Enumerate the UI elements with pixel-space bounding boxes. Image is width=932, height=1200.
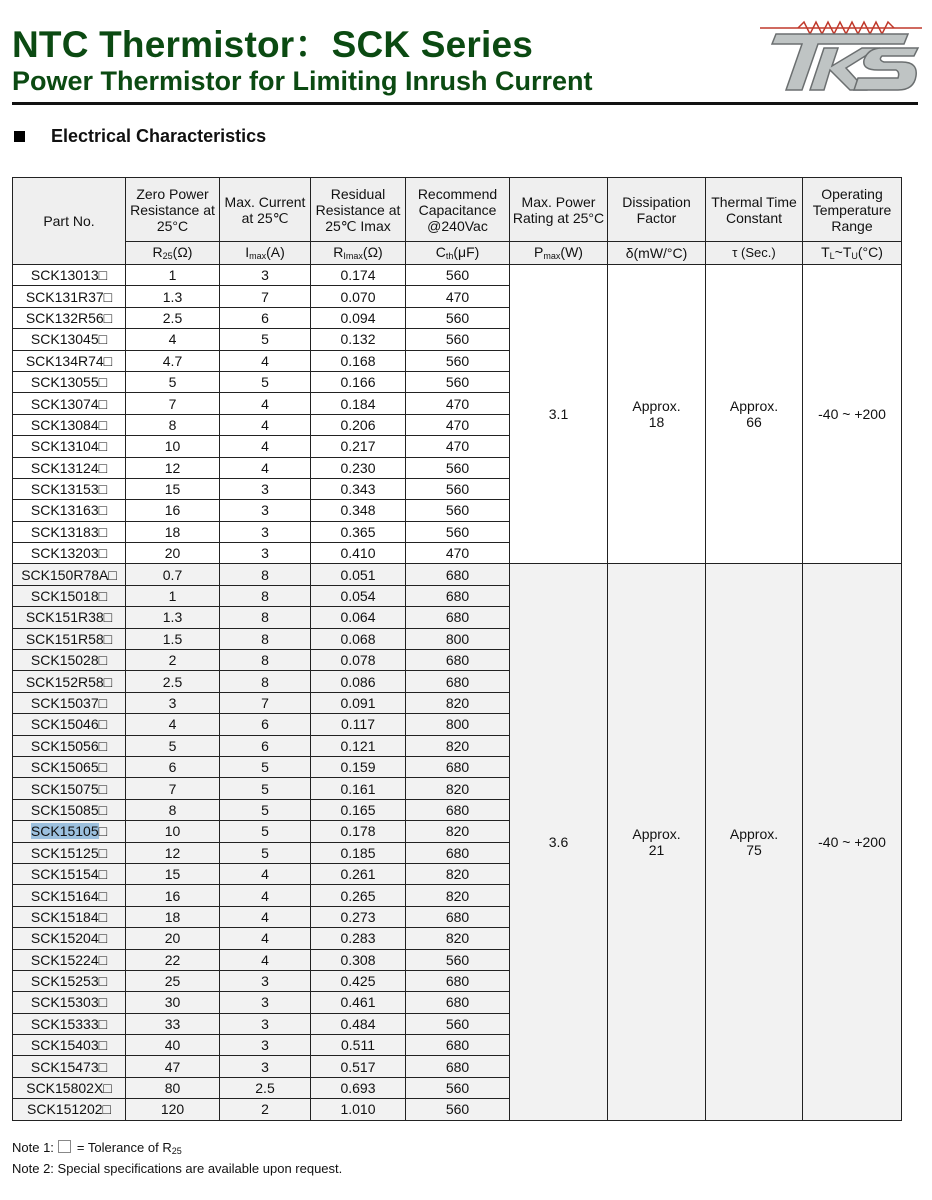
cell-part-no: SCK15403□ — [13, 1035, 126, 1056]
cell-cth: 470 — [406, 414, 510, 435]
cell-cth: 820 — [406, 928, 510, 949]
cell-part-no: SCK132R56□ — [13, 307, 126, 328]
cell-imax: 5 — [220, 371, 311, 392]
cell-cth: 560 — [406, 1013, 510, 1034]
cell-imax: 8 — [220, 650, 311, 671]
cell-part-no: SCK150R78A□ — [13, 564, 126, 585]
cell-part-no: SCK13055□ — [13, 371, 126, 392]
cell-rimax: 0.051 — [311, 564, 406, 585]
cell-part-no: SCK131R37□ — [13, 286, 126, 307]
cell-rimax: 0.693 — [311, 1077, 406, 1098]
header-max-current: Max. Current at 25℃ — [220, 178, 311, 242]
cell-imax: 4 — [220, 350, 311, 371]
cell-cth: 680 — [406, 1035, 510, 1056]
cell-dissipation-factor: Approx. 18 — [608, 265, 706, 564]
cell-cth: 560 — [406, 949, 510, 970]
cell-rimax: 0.265 — [311, 885, 406, 906]
cell-cth: 680 — [406, 970, 510, 991]
cell-imax: 3 — [220, 1056, 311, 1077]
unit-r25: R25(Ω) — [126, 242, 220, 265]
cell-imax: 4 — [220, 863, 311, 884]
header-divider — [12, 102, 918, 105]
cell-rimax: 0.217 — [311, 436, 406, 457]
cell-r25: 0.7 — [126, 564, 220, 585]
cell-part-no: SCK15065□ — [13, 756, 126, 777]
cell-rimax: 0.261 — [311, 863, 406, 884]
cell-imax: 3 — [220, 543, 311, 564]
page-subtitle: Power Thermistor for Limiting Inrush Current — [12, 66, 593, 96]
cell-r25: 18 — [126, 521, 220, 542]
cell-imax: 6 — [220, 735, 311, 756]
cell-imax: 3 — [220, 500, 311, 521]
cell-r25: 16 — [126, 885, 220, 906]
cell-rimax: 0.461 — [311, 992, 406, 1013]
cell-part-no: SCK15028□ — [13, 650, 126, 671]
unit-dissipation: δ(mW/°C) — [608, 242, 706, 265]
cell-imax: 2 — [220, 1099, 311, 1120]
cell-part-no: SCK15303□ — [13, 992, 126, 1013]
cell-cth: 680 — [406, 650, 510, 671]
cell-part-no: SCK15037□ — [13, 692, 126, 713]
cell-cth: 800 — [406, 628, 510, 649]
cell-rimax: 0.484 — [311, 1013, 406, 1034]
unit-imax: Imax(A) — [220, 242, 311, 265]
cell-part-no: SCK134R74□ — [13, 350, 126, 371]
cell-imax: 8 — [220, 607, 311, 628]
cell-rimax: 0.168 — [311, 350, 406, 371]
cell-part-no: SCK13084□ — [13, 414, 126, 435]
cell-rimax: 0.184 — [311, 393, 406, 414]
cell-rimax: 0.161 — [311, 778, 406, 799]
tks-logo-icon — [758, 14, 924, 96]
cell-r25: 1 — [126, 265, 220, 286]
cell-rimax: 0.410 — [311, 543, 406, 564]
cell-rimax: 0.283 — [311, 928, 406, 949]
header-recommend-capacitance: Recommend Capacitance @240Vac — [406, 178, 510, 242]
section-heading — [14, 126, 266, 147]
cell-r25: 22 — [126, 949, 220, 970]
cell-r25: 4.7 — [126, 350, 220, 371]
cell-cth: 680 — [406, 842, 510, 863]
cell-time-constant: Approx. 75 — [706, 564, 803, 1120]
cell-imax: 6 — [220, 307, 311, 328]
cell-r25: 2 — [126, 650, 220, 671]
cell-cth: 560 — [406, 500, 510, 521]
cell-cth: 470 — [406, 393, 510, 414]
cell-r25: 33 — [126, 1013, 220, 1034]
cell-imax: 8 — [220, 628, 311, 649]
note-1: Note 1: = Tolerance of R25 — [12, 1140, 182, 1156]
cell-rimax: 0.078 — [311, 650, 406, 671]
cell-cth: 560 — [406, 478, 510, 499]
cell-imax: 5 — [220, 821, 311, 842]
cell-cth: 680 — [406, 607, 510, 628]
header-residual-resistance: Residual Resistance at 25℃ Imax — [311, 178, 406, 242]
cell-imax: 3 — [220, 970, 311, 991]
cell-cth: 820 — [406, 863, 510, 884]
cell-part-no: SCK15184□ — [13, 906, 126, 927]
cell-part-no: SCK13104□ — [13, 436, 126, 457]
cell-part-no: SCK151R38□ — [13, 607, 126, 628]
cell-r25: 25 — [126, 970, 220, 991]
cell-r25: 7 — [126, 778, 220, 799]
cell-r25: 2.5 — [126, 307, 220, 328]
cell-cth: 680 — [406, 992, 510, 1013]
cell-rimax: 0.166 — [311, 371, 406, 392]
cell-part-no: SCK13163□ — [13, 500, 126, 521]
cell-cth: 820 — [406, 735, 510, 756]
cell-r25: 1.3 — [126, 607, 220, 628]
cell-rimax: 0.068 — [311, 628, 406, 649]
unit-tau: τ (Sec.) — [706, 242, 803, 265]
cell-cth: 680 — [406, 585, 510, 606]
header-part-no: Part No. — [13, 178, 126, 265]
cell-cth: 820 — [406, 821, 510, 842]
cell-rimax: 0.132 — [311, 329, 406, 350]
cell-imax: 5 — [220, 756, 311, 777]
cell-rimax: 0.064 — [311, 607, 406, 628]
cell-part-no: SCK152R58□ — [13, 671, 126, 692]
cell-part-no: SCK13013□ — [13, 265, 126, 286]
cell-imax: 4 — [220, 393, 311, 414]
cell-rimax: 0.165 — [311, 799, 406, 820]
cell-part-no: SCK15046□ — [13, 714, 126, 735]
header-max-power-rating: Max. Power Rating at 25°C — [510, 178, 608, 242]
cell-rimax: 0.174 — [311, 265, 406, 286]
cell-imax: 3 — [220, 1035, 311, 1056]
cell-imax: 8 — [220, 585, 311, 606]
cell-r25: 20 — [126, 543, 220, 564]
cell-part-no: SCK15164□ — [13, 885, 126, 906]
cell-cth: 560 — [406, 1077, 510, 1098]
cell-part-no: SCK13124□ — [13, 457, 126, 478]
cell-r25: 15 — [126, 863, 220, 884]
cell-imax: 5 — [220, 799, 311, 820]
cell-part-no — [13, 821, 126, 842]
cell-imax: 5 — [220, 842, 311, 863]
cell-cth: 680 — [406, 756, 510, 777]
cell-r25: 7 — [126, 393, 220, 414]
cell-r25: 12 — [126, 457, 220, 478]
cell-cth: 680 — [406, 799, 510, 820]
cell-part-no: SCK13183□ — [13, 521, 126, 542]
cell-imax: 3 — [220, 265, 311, 286]
cell-cth: 680 — [406, 906, 510, 927]
cell-r25: 8 — [126, 799, 220, 820]
electrical-characteristics-table — [12, 177, 902, 1121]
cell-part-no: SCK15204□ — [13, 928, 126, 949]
cell-imax: 4 — [220, 885, 311, 906]
cell-r25: 120 — [126, 1099, 220, 1120]
cell-r25: 10 — [126, 821, 220, 842]
square-bullet-icon — [14, 131, 25, 142]
cell-part-no: SCK15075□ — [13, 778, 126, 799]
cell-rimax: 0.086 — [311, 671, 406, 692]
cell-rimax: 0.273 — [311, 906, 406, 927]
cell-part-no: SCK15224□ — [13, 949, 126, 970]
cell-imax: 4 — [220, 906, 311, 927]
cell-imax: 7 — [220, 286, 311, 307]
cell-r25: 30 — [126, 992, 220, 1013]
cell-imax: 4 — [220, 949, 311, 970]
cell-part-no: SCK15085□ — [13, 799, 126, 820]
cell-cth: 560 — [406, 371, 510, 392]
table-row — [13, 564, 902, 585]
cell-rimax: 0.511 — [311, 1035, 406, 1056]
cell-imax: 3 — [220, 992, 311, 1013]
cell-rimax: 0.094 — [311, 307, 406, 328]
cell-cth: 470 — [406, 286, 510, 307]
cell-r25: 5 — [126, 735, 220, 756]
notes — [12, 1138, 342, 1178]
cell-rimax: 0.054 — [311, 585, 406, 606]
cell-rimax: 1.010 — [311, 1099, 406, 1120]
cell-max-power: 3.1 — [510, 265, 608, 564]
cell-part-no: SCK15473□ — [13, 1056, 126, 1077]
cell-dissipation-factor: Approx. 21 — [608, 564, 706, 1120]
cell-cth: 470 — [406, 436, 510, 457]
cell-cth: 800 — [406, 714, 510, 735]
cell-imax: 8 — [220, 671, 311, 692]
cell-cth: 560 — [406, 350, 510, 371]
cell-r25: 20 — [126, 928, 220, 949]
cell-time-constant: Approx. 66 — [706, 265, 803, 564]
cell-rimax: 0.343 — [311, 478, 406, 499]
cell-cth: 560 — [406, 457, 510, 478]
cell-imax: 3 — [220, 521, 311, 542]
cell-r25: 6 — [126, 756, 220, 777]
cell-imax: 5 — [220, 329, 311, 350]
cell-r25: 10 — [126, 436, 220, 457]
cell-imax: 2.5 — [220, 1077, 311, 1098]
cell-part-no: SCK15056□ — [13, 735, 126, 756]
cell-imax: 4 — [220, 414, 311, 435]
cell-r25: 4 — [126, 329, 220, 350]
cell-imax: 3 — [220, 1013, 311, 1034]
header-dissipation-factor: Dissipation Factor — [608, 178, 706, 242]
cell-part-no: SCK13153□ — [13, 478, 126, 499]
cell-rimax: 0.091 — [311, 692, 406, 713]
cell-r25: 80 — [126, 1077, 220, 1098]
cell-rimax: 0.159 — [311, 756, 406, 777]
cell-part-no: SCK15125□ — [13, 842, 126, 863]
cell-r25: 1 — [126, 585, 220, 606]
cell-r25: 47 — [126, 1056, 220, 1077]
cell-cth: 560 — [406, 329, 510, 350]
cell-cth: 680 — [406, 671, 510, 692]
cell-r25: 18 — [126, 906, 220, 927]
cell-imax: 3 — [220, 478, 311, 499]
header-thermal-time-constant: Thermal Time Constant — [706, 178, 803, 242]
cell-r25: 3 — [126, 692, 220, 713]
cell-rimax: 0.178 — [311, 821, 406, 842]
unit-rimax: RImax(Ω) — [311, 242, 406, 265]
cell-imax: 8 — [220, 564, 311, 585]
cell-r25: 16 — [126, 500, 220, 521]
cell-rimax: 0.348 — [311, 500, 406, 521]
cell-temp-range: -40 ~ +200 — [803, 564, 902, 1120]
cell-r25: 40 — [126, 1035, 220, 1056]
cell-cth: 820 — [406, 692, 510, 713]
tolerance-box-icon: □ — [98, 823, 108, 840]
cell-rimax: 0.308 — [311, 949, 406, 970]
cell-rimax: 0.230 — [311, 457, 406, 478]
unit-temp-range: TL~TU(°C) — [803, 242, 902, 265]
header-zero-power-resistance: Zero Power Resistance at 25°C — [126, 178, 220, 242]
cell-imax: 7 — [220, 692, 311, 713]
selected-text[interactable]: SCK15105 — [30, 823, 99, 840]
cell-rimax: 0.206 — [311, 414, 406, 435]
page-title: NTC Thermistor：SCK Series — [12, 24, 534, 65]
cell-cth: 680 — [406, 1056, 510, 1077]
cell-cth: 820 — [406, 885, 510, 906]
cell-r25: 2.5 — [126, 671, 220, 692]
cell-r25: 4 — [126, 714, 220, 735]
cell-part-no: SCK15333□ — [13, 1013, 126, 1034]
cell-part-no: SCK15018□ — [13, 585, 126, 606]
cell-temp-range: -40 ~ +200 — [803, 265, 902, 564]
cell-part-no: SCK151202□ — [13, 1099, 126, 1120]
cell-part-no: SCK15802X□ — [13, 1077, 126, 1098]
cell-r25: 15 — [126, 478, 220, 499]
cell-r25: 1.3 — [126, 286, 220, 307]
cell-r25: 8 — [126, 414, 220, 435]
cell-part-no: SCK15253□ — [13, 970, 126, 991]
table-row — [13, 265, 902, 286]
cell-part-no: SCK151R58□ — [13, 628, 126, 649]
cell-rimax: 0.185 — [311, 842, 406, 863]
tolerance-box-icon — [58, 1140, 71, 1153]
cell-cth: 560 — [406, 521, 510, 542]
cell-r25: 5 — [126, 371, 220, 392]
cell-imax: 4 — [220, 436, 311, 457]
cell-rimax: 0.121 — [311, 735, 406, 756]
cell-cth: 470 — [406, 543, 510, 564]
cell-imax: 4 — [220, 457, 311, 478]
cell-rimax: 0.070 — [311, 286, 406, 307]
cell-rimax: 0.517 — [311, 1056, 406, 1077]
cell-part-no: SCK13074□ — [13, 393, 126, 414]
cell-part-no: SCK13045□ — [13, 329, 126, 350]
cell-cth: 680 — [406, 564, 510, 585]
table-body — [13, 265, 902, 1121]
cell-imax: 4 — [220, 928, 311, 949]
cell-imax: 6 — [220, 714, 311, 735]
unit-pmax: Pmax(W) — [510, 242, 608, 265]
unit-cth: Cth(μF) — [406, 242, 510, 265]
cell-rimax: 0.425 — [311, 970, 406, 991]
cell-part-no: SCK13203□ — [13, 543, 126, 564]
cell-rimax: 0.365 — [311, 521, 406, 542]
cell-cth: 560 — [406, 265, 510, 286]
cell-part-no: SCK15154□ — [13, 863, 126, 884]
cell-r25: 12 — [126, 842, 220, 863]
cell-cth: 820 — [406, 778, 510, 799]
cell-imax: 5 — [220, 778, 311, 799]
cell-cth: 560 — [406, 1099, 510, 1120]
section-title: Electrical Characteristics — [51, 126, 267, 146]
header-operating-temperature: Operating Temperature Range — [803, 178, 902, 242]
cell-rimax: 0.117 — [311, 714, 406, 735]
note-2: Note 2: Special specifications are available upon request. — [12, 1161, 343, 1176]
cell-cth: 560 — [406, 307, 510, 328]
cell-max-power: 3.6 — [510, 564, 608, 1120]
cell-r25: 1.5 — [126, 628, 220, 649]
